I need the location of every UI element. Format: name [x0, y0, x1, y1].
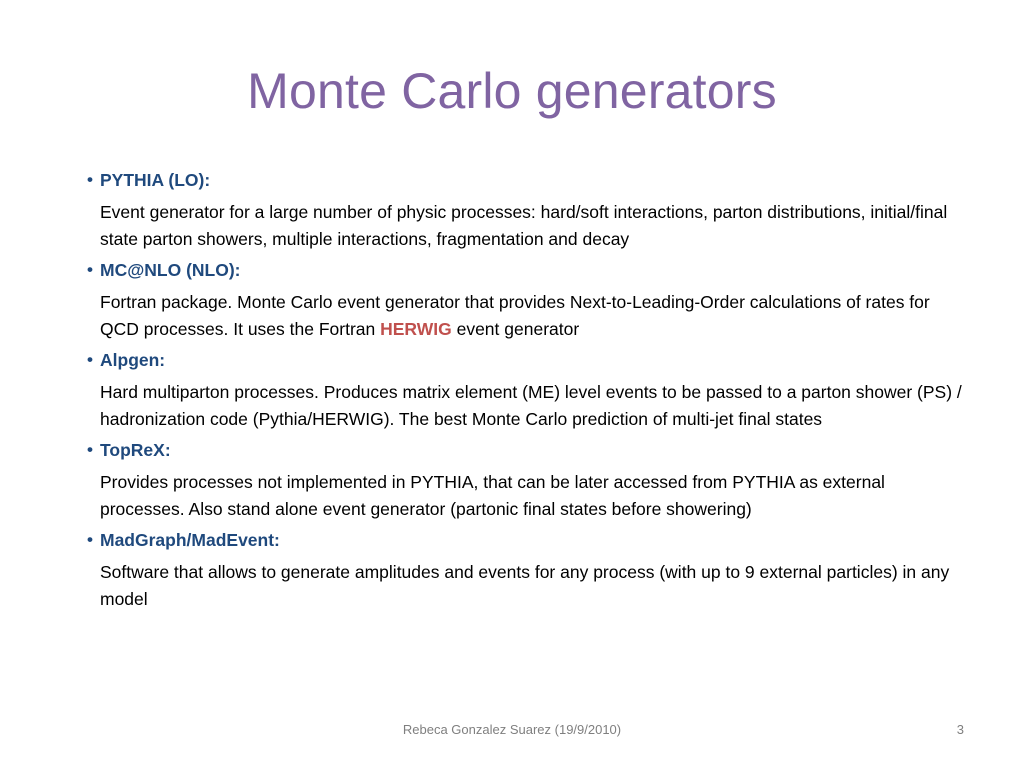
bullet-icon: • — [87, 350, 93, 369]
bullet-icon: • — [87, 530, 93, 549]
list-item — [60, 167, 965, 253]
page-number: 3 — [956, 722, 964, 737]
list-item — [60, 527, 965, 613]
item-heading-row — [60, 527, 965, 553]
item-description: Provides processes not implemented in PYTHIA, that can be later accessed from PYTHIA as external processes. Also stand alone event generator (partonic final states before showering) — [100, 472, 885, 519]
item-heading-row — [60, 347, 965, 373]
item-heading: TopReX: — [100, 440, 171, 460]
bullet-icon: • — [87, 260, 93, 279]
item-description: Event generator for a large number of physic processes: hard/soft interactions, parton distributions, initial/final state parton showers, multiple interactions, fragmentation and decay — [100, 202, 948, 249]
list-item — [60, 437, 965, 523]
description-text: Fortran package. Monte Carlo event generator that provides Next-to-Leading-Order calculations of rates for QCD processes. It uses the Fortran — [100, 292, 930, 339]
item-heading-row — [60, 167, 965, 193]
item-heading-row — [60, 257, 965, 283]
item-description: Hard multiparton processes. Produces matrix element (ME) level events to be passed to a parton shower (PS) / hadronization code (Pythia/HERWIG). The best Monte Carlo prediction of multi-jet final states — [100, 382, 962, 429]
slide-footer: Rebeca Gonzalez Suarez (19/9/2010) — [402, 722, 622, 737]
highlight-herwig: HERWIG — [380, 319, 452, 339]
item-heading-row — [60, 437, 965, 463]
item-heading: MC@NLO (NLO): — [100, 260, 241, 280]
item-heading: Alpgen: — [100, 350, 166, 370]
item-description — [60, 289, 965, 343]
item-heading: MadGraph/MadEvent: — [100, 530, 280, 550]
list-item — [60, 257, 965, 343]
bullet-icon: • — [87, 440, 93, 459]
list-item — [60, 347, 965, 433]
bullet-list — [60, 165, 965, 617]
item-description: Software that allows to generate amplitudes and events for any process (with up to 9 external particles) in any model — [100, 562, 950, 609]
bullet-icon: • — [87, 170, 93, 189]
item-heading: PYTHIA (LO): — [100, 170, 211, 190]
description-text: event generator — [451, 319, 580, 339]
slide-title: Monte Carlo generators — [247, 63, 777, 119]
